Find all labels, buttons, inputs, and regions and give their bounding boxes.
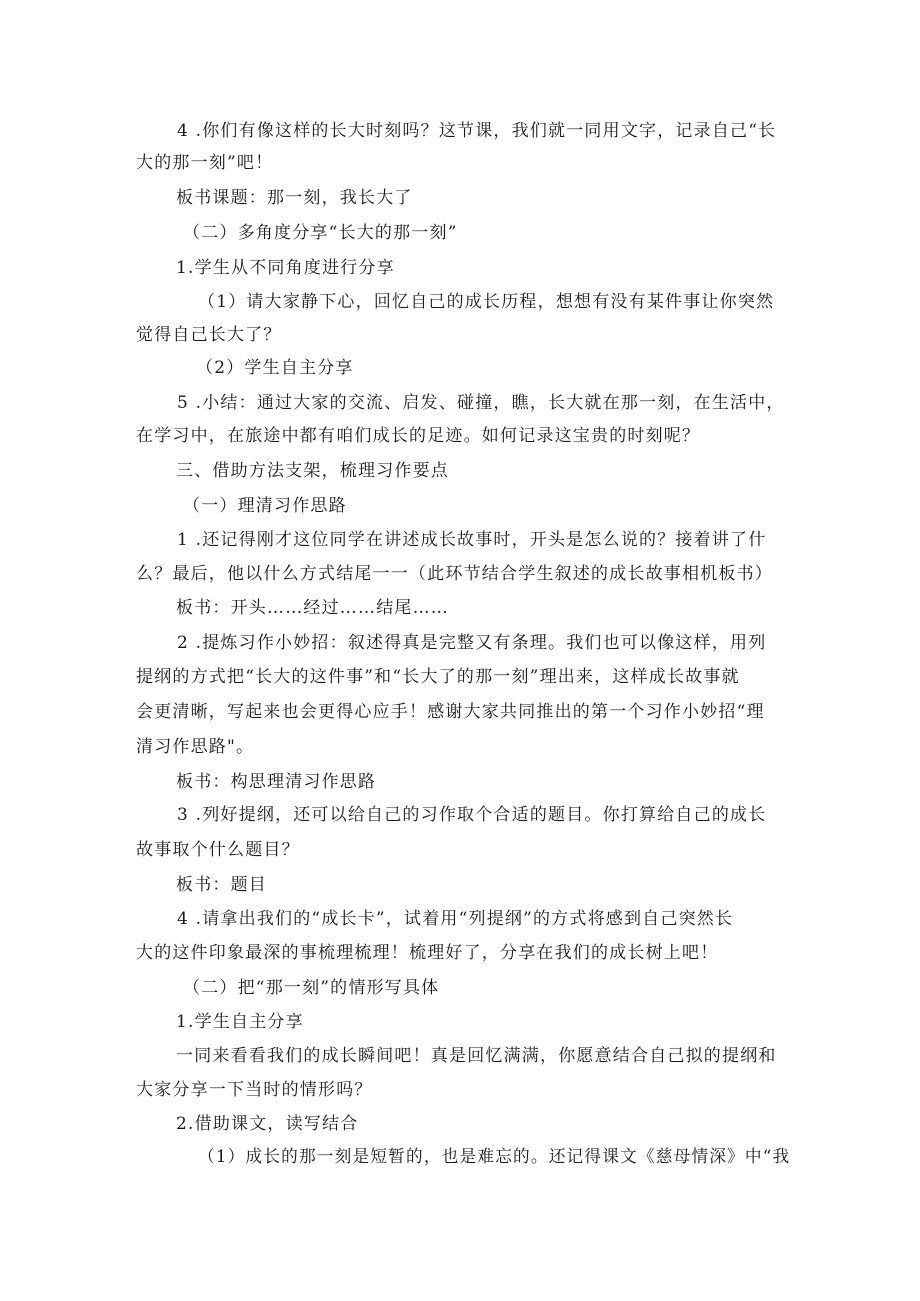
section-heading: 三、借助方法支架，梳理习作要点 — [176, 461, 449, 481]
text-line: 在学习中，在旅途中都有咱们成长的足迹。如何记录这宝贵的时刻呢？ — [136, 426, 701, 446]
text-line: 清习作思路"。 — [136, 737, 255, 757]
section-heading: （一）理清习作思路 — [183, 496, 347, 516]
text-line: 一同来看看我们的成长瞬间吧！真是回忆满满，你愿意结合自己拟的提纲和 — [176, 1046, 777, 1066]
text-line: 大家分享一下当时的情形吗？ — [136, 1080, 373, 1100]
text-line: 大的那一刻”吧！ — [136, 153, 274, 173]
text-line: 1 .还记得刚才这位同学在讲述成长故事时，开头是怎么说的？接着讲了什 — [177, 530, 767, 550]
text-line: 故事取个什么题目？ — [136, 840, 300, 860]
text-line: 板书课题：那一刻，我长大了 — [176, 188, 413, 208]
text-line: （2）学生自主分享 — [196, 358, 354, 378]
text-line: （1）请大家静下心，回忆自己的成长历程，想想有没有某件事让你突然 — [198, 292, 775, 312]
text-line: 提纲的方式把“长大的这件事”和“长大了的那一刻”理出来，这样成长故事就 — [136, 667, 740, 687]
section-heading: （二）把“那一刻”的情形写具体 — [183, 978, 440, 998]
text-line: 么？最后，他以什么方式结尾一一（此环节结合学生叙述的成长故事相机板书） — [136, 564, 773, 584]
text-line: 觉得自己长大了？ — [136, 325, 282, 345]
text-line: 2.借助课文，读写结合 — [176, 1114, 359, 1134]
text-line: 板书：题目 — [176, 875, 267, 895]
text-line: （1）成长的那一刻是短暂的，也是难忘的。还记得课文《慈母情深》中“我 — [198, 1147, 791, 1167]
text-line: 板书：开头……经过……结尾…… — [176, 598, 449, 618]
text-line: 2 .提炼习作小妙招：叙述得真是完整又有条理。我们也可以像这样，用列 — [177, 633, 767, 653]
section-heading: （二）多角度分享“长大的那一刻” — [183, 223, 458, 243]
text-line: 大的这件印象最深的事梳理梳理！梳理好了，分享在我们的成长树上吧！ — [136, 943, 719, 963]
text-line: 1.学生自主分享 — [176, 1012, 304, 1032]
text-line: 1.学生从不同角度进行分享 — [176, 258, 395, 278]
text-line: 会更清晰，写起来也会更得心应手！感谢大家共同推出的第一个习作小妙招“理 — [136, 702, 765, 722]
text-line: 5 .小结：通过大家的交流、启发、碰撞，瞧，长大就在那一刻，在生活中， — [177, 393, 785, 413]
text-line: 4 .请拿出我们的“成长卡”，试着用“列提纲”的方式将感到自己突然长 — [177, 909, 734, 929]
text-line: 3 .列好提纲，还可以给自己的习作取个合适的题目。你打算给自己的成长 — [177, 805, 767, 825]
text-line: 板书：构思理清习作思路 — [176, 772, 377, 792]
text-line: 4 .你们有像这样的长大时刻吗？这节课，我们就一同用文字，记录自己“长 — [177, 121, 777, 141]
